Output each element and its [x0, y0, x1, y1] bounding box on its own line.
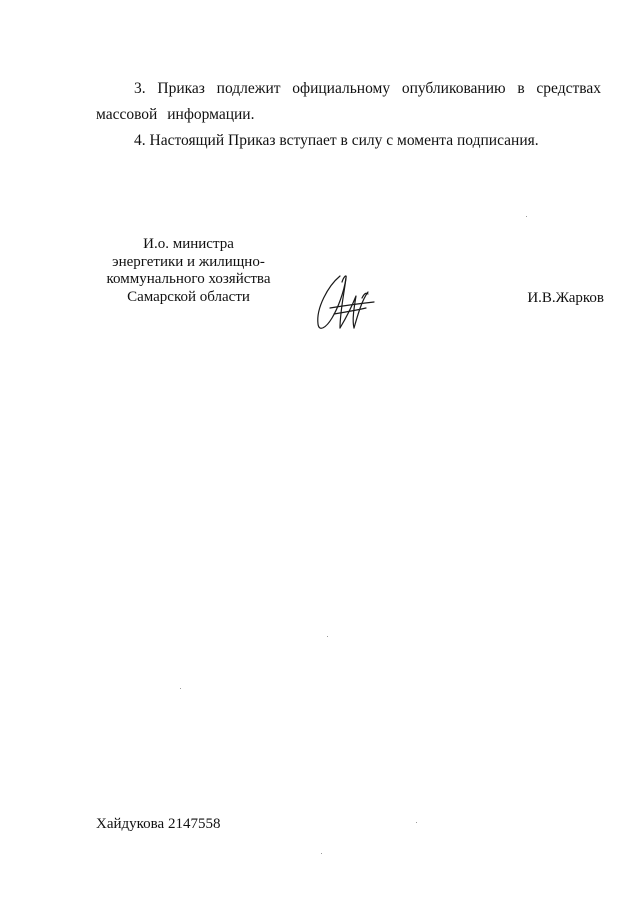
- scan-artifact: [180, 688, 181, 689]
- order-paragraph-4: 4. Настоящий Приказ вступает в силу с момента подписания.: [134, 132, 539, 149]
- signatory-position-line: Самарской области: [127, 288, 250, 305]
- signatory-position: [96, 236, 281, 306]
- order-paragraph-3: 3. Приказ подлежит официальному опубликованию в средствах массовой информации.: [96, 80, 601, 123]
- signatory-position-line: энергетики и жилищно-: [112, 253, 265, 270]
- handwritten-signature-icon: [310, 268, 382, 336]
- executor-contact: Хайдукова 2147558: [96, 816, 221, 832]
- signatory-name: И.В.Жарков: [527, 290, 604, 306]
- scan-artifact: [321, 853, 322, 854]
- scan-artifact: [416, 822, 417, 823]
- signatory-position-line: коммунального хозяйства: [106, 271, 271, 287]
- signatory-position-line: И.о. министра: [143, 236, 234, 252]
- scan-artifact: [526, 216, 527, 217]
- scan-artifact: [327, 636, 328, 637]
